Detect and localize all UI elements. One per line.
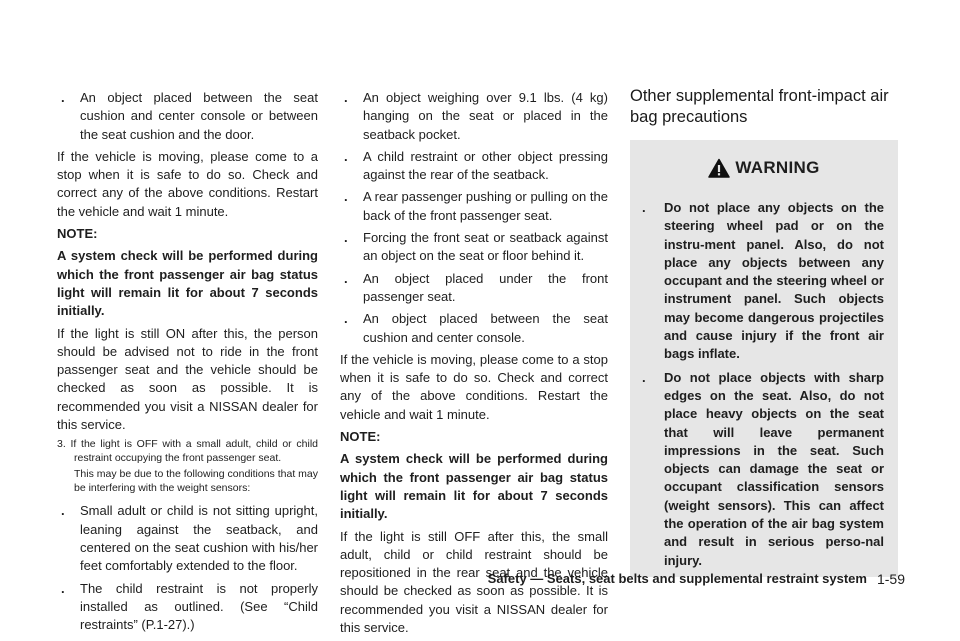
bullet-text: An object placed between the seat cushion and center console or between the seat cushion and the door. xyxy=(80,90,318,142)
bullet-text: Forcing the front seat or seatback against an object on the seat or floor behind it. xyxy=(363,230,608,264)
warning-item xyxy=(638,199,884,364)
bullet-dot: . xyxy=(642,200,646,215)
list-item xyxy=(340,188,608,225)
bullet-text: A child restraint or other object pressing against the rear of the seatback. xyxy=(363,148,608,183)
warning-item-text: Do not place any objects on the steering wheel pad or on the instru-ment panel. Also, do not place any objects between any occupant and the steering wheel or instrument panel. Such objects may become dangerous projectiles and cause injury if the front air bags inflate. xyxy=(664,200,884,362)
numbered-item: 3. If the light is OFF with a small adult, child or child restraint occupying the front passenger seat. xyxy=(57,438,318,464)
paragraph: If the vehicle is moving, please come to a stop when it is safe to do so. Check and correct any of the above conditions. Restart the vehicle and wait 1 minute. xyxy=(57,148,318,219)
bullet-dot: . xyxy=(61,503,65,519)
bullet-text: The child restraint is not properly installed as outlined. (See “Child restraints” (P.1-27).) xyxy=(80,580,318,633)
footer-section-title: Safety — Seats, seat belts and supplemental restraint system xyxy=(487,571,867,586)
bullet-dot: . xyxy=(344,148,348,164)
note-text: A system check will be performed during which the front passenger air bag status light will remain lit for about 7 seconds initially. xyxy=(340,451,608,522)
bullet-text: A rear passenger pushing or pulling on the back of the front passenger seat. xyxy=(363,189,608,223)
list-item xyxy=(57,580,318,635)
bullet-dot: . xyxy=(61,580,65,596)
note-label: NOTE: xyxy=(340,429,381,445)
list-item xyxy=(340,229,608,266)
numbered-item-subtext: This may be due to the following conditions that may be interfering with the weight sensors: xyxy=(74,468,318,494)
list-item xyxy=(340,89,608,144)
paragraph: If the light is still ON after this, the person should be advised not to ride in the front passenger seat and the vehicle should be checked as soon as possible. It is recommended you visit a NISSAN dealer for this service. xyxy=(57,325,318,433)
note-label: NOTE: xyxy=(57,226,98,242)
warning-header xyxy=(630,140,898,183)
page-number: 1-59 xyxy=(876,571,905,587)
page-footer xyxy=(488,570,905,588)
list-item xyxy=(57,89,318,144)
paragraph: If the vehicle is moving, please come to a stop when it is safe to do so. Check and correct any of the above conditions. Restart the vehicle and wait 1 minute. xyxy=(340,351,608,422)
column-1 xyxy=(57,89,318,638)
list-item xyxy=(340,310,608,347)
bullet-dot: . xyxy=(344,311,348,327)
list-item xyxy=(340,148,608,185)
column-2 xyxy=(340,89,608,641)
warning-box xyxy=(630,140,898,577)
list-item xyxy=(57,502,318,575)
bullet-text: An object placed between the seat cushion and center console. xyxy=(363,311,608,345)
warning-triangle-icon xyxy=(708,158,730,178)
section-title: Other supplemental front-impact air bag precautions xyxy=(630,87,889,126)
warning-item-text: Do not place objects with sharp edges on the seat. Also, do not place heavy objects on the seat that will leave permanent impressions in the seat. Such objects can damage the seat or occupant classification sensors (weight sensors). This can affect the operation of the air bag system and result in serious perso-nal injury. xyxy=(664,369,884,568)
bullet-text: An object placed under the front passenger seat. xyxy=(363,270,608,304)
warning-item xyxy=(638,369,884,570)
bullet-dot: . xyxy=(344,90,348,105)
list-item xyxy=(340,270,608,307)
bullet-dot: . xyxy=(344,189,348,205)
bullet-text: An object weighing over 9.1 lbs. (4 kg) hanging on the seat or placed in the seatback pocket. xyxy=(363,90,608,142)
bullet-dot: . xyxy=(344,270,348,286)
bullet-dot: . xyxy=(344,230,348,246)
warning-list xyxy=(630,183,898,577)
note-text: A system check will be performed during which the front passenger air bag status light will remain lit for about 7 seconds initially. xyxy=(57,248,318,319)
column-3 xyxy=(630,86,898,577)
paragraph: If the light is still OFF after this, the small adult, child or child restraint should be repositioned in the rear seat and the vehicle should be checked as soon as possible. It is recommended you visit a NISSAN dealer for this service. xyxy=(340,528,608,636)
bullet-dot: . xyxy=(61,90,65,105)
bullet-dot: . xyxy=(642,369,646,385)
warning-title: WARNING xyxy=(735,157,820,177)
bullet-text: Small adult or child is not sitting upright, leaning against the seatback, and centered on the seat cushion with his/her feet comfortably extended to the floor. xyxy=(80,503,318,574)
